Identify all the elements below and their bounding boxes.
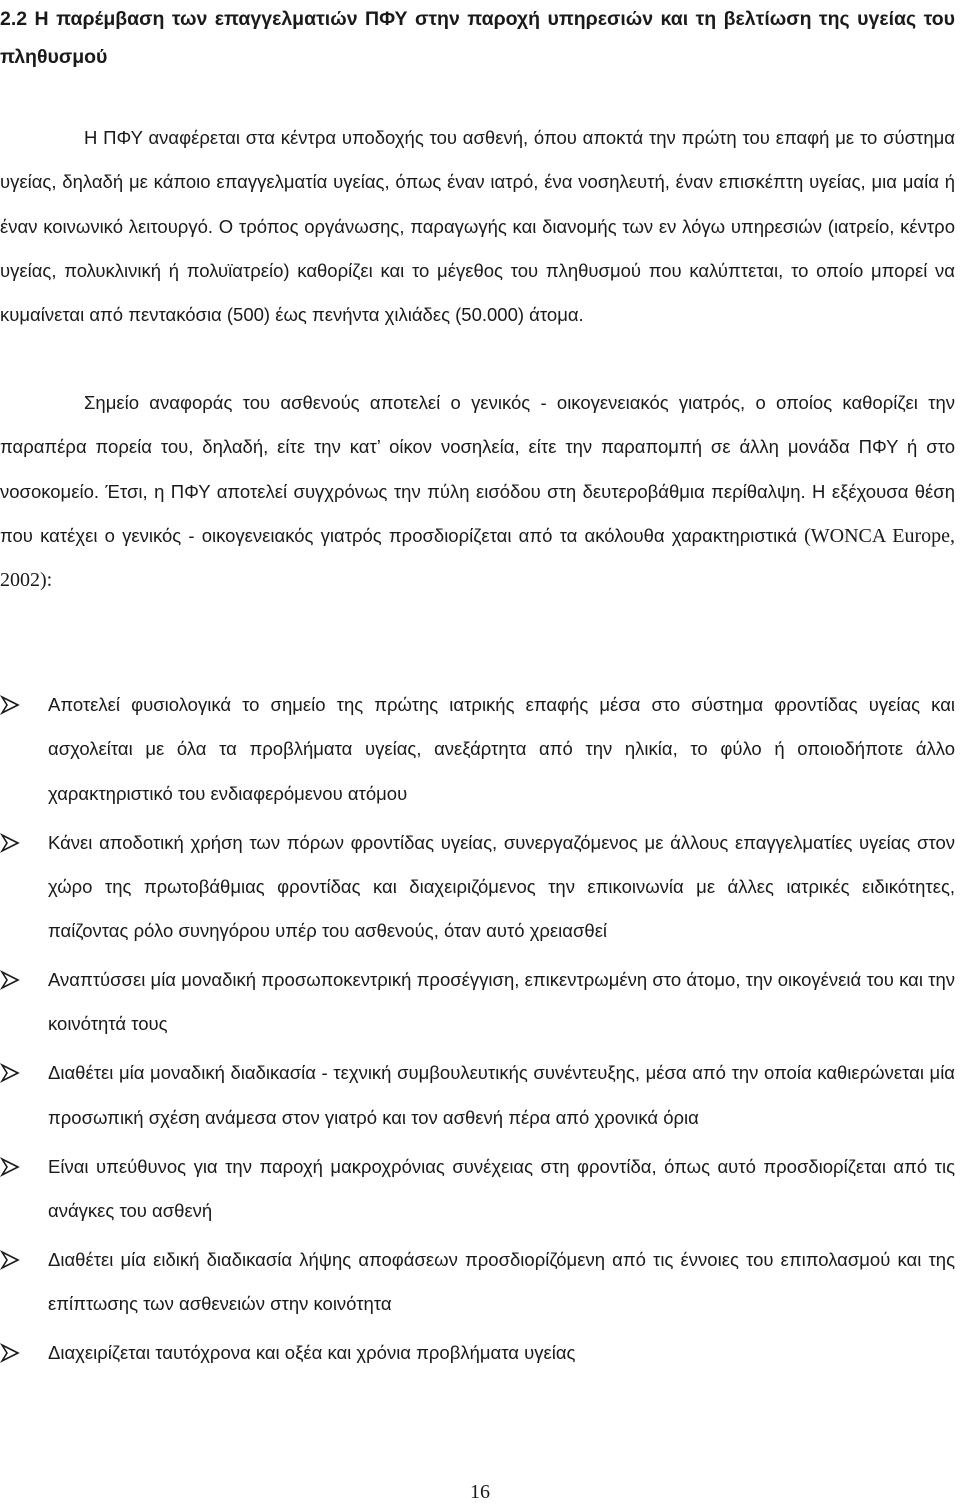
- arrowhead-bullet-icon: [0, 695, 20, 715]
- arrowhead-bullet-icon: [0, 1063, 20, 1083]
- arrowhead-bullet-icon: [0, 1343, 20, 1363]
- paragraph: [0, 381, 955, 602]
- list-item-text: Διαθέτει μία μοναδική διαδικασία - τεχνική συμβουλευτικής συνέντευξης, μέσα από την οποία καθιερώνεται μία προσωπική σχέση ανάμεσα στον γιατρό και τον ασθενή πέρα από χρονικά όρια: [48, 1062, 955, 1128]
- list-item: [0, 1051, 955, 1140]
- arrowhead-bullet-icon: [0, 1250, 20, 1270]
- page-number: 16: [470, 1481, 490, 1503]
- arrowhead-bullet-icon: [0, 833, 20, 853]
- list-item-text: Είναι υπεύθυνος για την παροχή μακροχρόνιας συνέχειας στη φροντίδα, όπως αυτό προσδιορίζεται από τις ανάγκες του ασθενή: [48, 1155, 955, 1222]
- list-item: [0, 683, 955, 816]
- list-item: [0, 1145, 955, 1234]
- list-item-text: Διαχειρίζεται ταυτόχρονα και οξέα και χρόνια προβλήματα υγείας: [48, 1342, 576, 1364]
- arrowhead-bullet-icon: [0, 970, 20, 990]
- list-item: [0, 821, 955, 954]
- paragraph: Η ΠΦΥ αναφέρεται στα κέντρα υποδοχής του ασθενή, όπου αποκτά την πρώτη του επαφή με το σύστημα υγείας, δηλαδή με κάποιο επαγγελματία υγείας, όπως έναν ιατρό, ένα νοσηλευτή, έναν επισκέπτη υγείας, μια μαία ή έναν κοινωνικό λειτουργό. Ο τρόπος οργάνωσης, παραγωγής και διανομής των εν λόγω υπηρεσιών (ιατρείο, κέντρο υγείας, πολυκλινική ή πολυϊατρείο) καθορίζει και το μέγεθος του πληθυσμού που καλύπτεται, το οποίο μπορεί να κυμαίνεται από πεντακόσια (500) έως πενήντα χιλιάδες (50.000) άτομα.: [0, 127, 955, 326]
- list-item: [0, 958, 955, 1047]
- paragraph-text: Σημείο αναφοράς του ασθενούς αποτελεί ο γενικός - οικογενειακός γιατρός, ο οποίος καθορίζει την παραπέρα πορεία του, δηλαδή, είτε την κατ’ οίκον νοσηλεία, είτε την παραπομπή σε άλλη μονάδα ΠΦΥ ή στο νοσοκομείο. Έτσι, η ΠΦΥ αποτελεί συγχρόνως την πύλη εισόδου στη δευτεροβάθμια περίθαλψη. Η εξέχουσα θέση που κατέχει ο γενικός - οικογενειακός γιατρός προσδιορίζεται από τα ακόλουθα χαρακτηριστικά: [0, 392, 955, 546]
- list-item-text: Κάνει αποδοτική χρήση των πόρων φροντίδας υγείας, συνεργαζόμενος με άλλους επαγγελματίες υγείας στον χώρο της πρωτοβάθμιας φροντίδας και διαχειριζόμενος την επικοινωνία με άλλες ιατρικές ειδικότητες, παίζοντας ρόλο συνηγόρου υπέρ του ασθενούς, όταν αυτό χρειασθεί: [48, 831, 955, 942]
- list-item-text: Διαθέτει μία ειδική διαδικασία λήψης αποφάσεων προσδιορίζόμενη από τις έννοιες του επιπολασμού και της επίπτωσης των ασθενειών στην κοινότητα: [48, 1249, 955, 1315]
- characteristics-list: [0, 683, 955, 1380]
- list-item-text: Αποτελεί φυσιολογικά το σημείο της πρώτης ιατρικής επαφής μέσα στο σύστημα φροντίδας υγείας και ασχολείται με όλα τα προβλήματα υγείας, ανεξάρτητα από την ηλικία, το φύλο ή οποιοδήποτε άλλο χαρακτηριστικό του ενδιαφερόμενου ατόμου: [48, 694, 955, 804]
- arrowhead-bullet-icon: [0, 1157, 20, 1177]
- list-item-text: Αναπτύσσει μία μοναδική προσωποκεντρική προσέγγιση, επικεντρωμένη στο άτομο, την οικογένειά του και την κοινότητά τους: [48, 969, 955, 1035]
- list-item: [0, 1331, 955, 1375]
- list-item: [0, 1238, 955, 1327]
- section-heading: 2.2 Η παρέμβαση των επαγγελματιών ΠΦΥ στην παροχή υπηρεσιών και τη βελτίωση της υγείας του πληθυσμού: [0, 8, 955, 68]
- citation: (WONCA Europe, 2002):: [0, 524, 955, 592]
